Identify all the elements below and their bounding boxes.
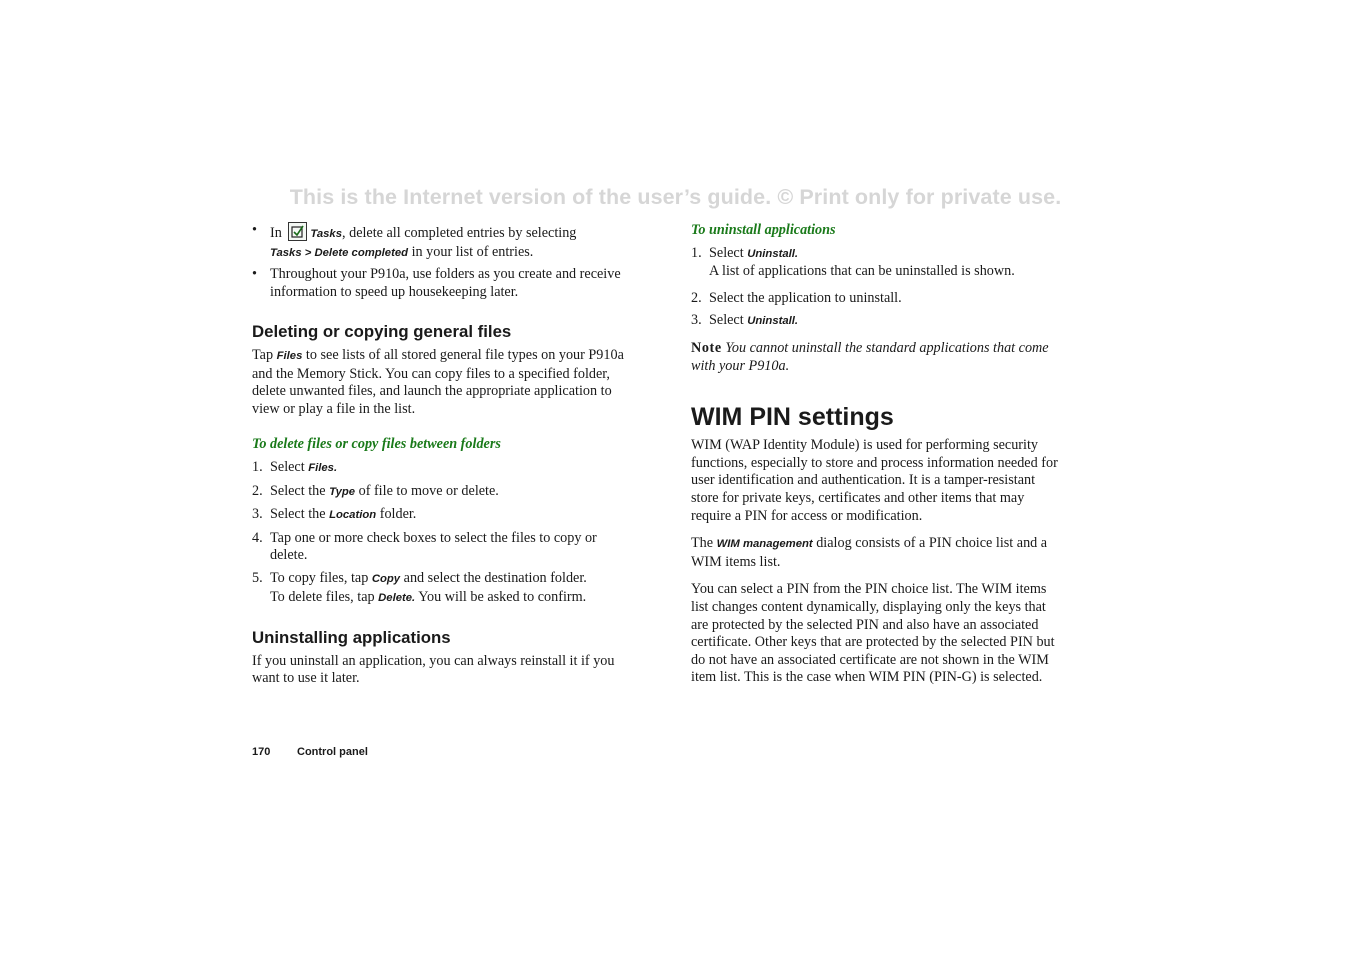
section-paragraph: If you uninstall an application, you can always reinstall it if you want to use it later. <box>252 652 615 687</box>
files-label: Files <box>276 349 303 362</box>
wim-paragraph: You can select a PIN from the PIN choice list. The WIM items list changes content dynamically, displaying only the keys that are protected by the selected PIN and also have an associated certificate. Other keys that are protected by the selected PIN but do not have an associated certificate are not shown in the WIM item list. This is the case when WIM PIN (PIN-G) is selected. <box>691 581 1055 686</box>
list-item <box>691 290 1063 308</box>
location-label: Location <box>329 509 377 522</box>
type-label: Type <box>329 485 356 498</box>
step-number: 1. <box>252 458 263 475</box>
bullet-mark: • <box>252 266 257 283</box>
step-text: Select <box>270 458 309 475</box>
bullet-text: In <box>270 225 282 241</box>
uninstall-steps-list <box>691 245 1063 331</box>
wim-paragraph <box>691 535 1063 571</box>
page-number: 170 <box>252 746 271 758</box>
tasks-icon <box>288 222 307 241</box>
watermark: This is the Internet version of the user’s guide. © Print only for private use. <box>289 185 1062 209</box>
page-footer <box>252 746 368 758</box>
paragraph-text: to see lists of all stored general file types on your P910a and the Memory Stick. You can copy files to a specified folder, delete unwanted files, and launch the appropriate application to view or play a file in the list. <box>252 346 624 417</box>
section-paragraph <box>252 347 624 418</box>
bullet-text: in your list of entries. <box>408 243 534 260</box>
list-item <box>252 570 624 607</box>
step-number: 1. <box>691 244 702 261</box>
paragraph-text: Tap <box>252 346 277 363</box>
step-number: 2. <box>252 482 263 499</box>
paragraph-text: dialog consists of a PIN choice list and a WIM items list. <box>691 535 1048 570</box>
tips-list <box>252 222 624 301</box>
list-item <box>252 222 624 262</box>
section-title-uninstalling: Uninstalling applications <box>252 628 451 648</box>
tasks-delete-completed-path: Tasks > Delete completed <box>270 246 409 259</box>
left-column <box>252 222 624 698</box>
tasks-label: Tasks <box>310 228 342 240</box>
files-label: Files. <box>308 461 338 474</box>
step-text: Select the <box>270 506 330 523</box>
heading-wim-pin-settings: WIM PIN settings <box>691 403 894 432</box>
step-text: To delete files, tap <box>270 588 379 605</box>
step-number: 3. <box>252 506 263 523</box>
step-text: Select the application to uninstall. <box>709 289 902 306</box>
delete-label: Delete. <box>378 591 416 604</box>
list-item <box>252 483 624 502</box>
step-text: Select <box>709 312 748 329</box>
uninstall-label: Uninstall. <box>747 315 799 328</box>
note-text: You cannot uninstall the standard applications that come with your P910a. <box>691 339 1049 374</box>
list-item <box>252 266 624 301</box>
right-column <box>691 222 1063 697</box>
step-text: To copy files, tap <box>270 569 372 586</box>
step-text: folder. <box>376 506 417 523</box>
step-text: Select the <box>270 482 330 499</box>
section-title-deleting-copying: Deleting or copying general files <box>252 322 512 342</box>
step-text: of file to move or delete. <box>355 482 499 499</box>
uninstall-label: Uninstall. <box>747 247 799 260</box>
step-text: Select <box>709 244 748 261</box>
list-item <box>252 506 624 525</box>
step-text: You will be asked to confirm. <box>415 588 587 605</box>
note-label: Note <box>691 339 722 356</box>
step-number: 2. <box>691 289 702 306</box>
copy-label: Copy <box>371 572 401 585</box>
step-number: 4. <box>252 529 263 546</box>
list-item <box>691 245 1063 281</box>
footer-section: Control panel <box>297 746 368 758</box>
bullet-text: , delete all completed entries by selecting <box>342 225 577 241</box>
procedure-title-delete-copy: To delete files or copy files between folders <box>252 436 501 453</box>
bullet-mark: • <box>252 222 257 238</box>
procedure-title-uninstall: To uninstall applications <box>691 222 836 238</box>
step-text: Tap one or more check boxes to select the files to copy or delete. <box>270 529 597 564</box>
list-item <box>691 312 1063 331</box>
list-item <box>252 459 624 478</box>
wim-paragraph: WIM (WAP Identity Module) is used for performing security functions, especially to store and process information needed for user identification and authentication. It is a tamper-resistant store for private keys, certificates and other items that may require a PIN for access or modification. <box>691 437 1058 524</box>
steps-list <box>252 459 624 607</box>
step-text: A list of applications that can be uninstalled is shown. <box>709 263 1015 280</box>
bullet-text: Throughout your P910a, use folders as you create and receive information to speed up housekeeping later. <box>270 266 621 300</box>
list-item <box>252 530 624 565</box>
paragraph-text: The <box>691 535 717 552</box>
step-number: 5. <box>252 569 263 586</box>
step-number: 3. <box>691 312 702 329</box>
step-text: and select the destination folder. <box>400 569 587 586</box>
wim-management-label: WIM management <box>716 538 813 551</box>
note <box>691 340 1063 375</box>
